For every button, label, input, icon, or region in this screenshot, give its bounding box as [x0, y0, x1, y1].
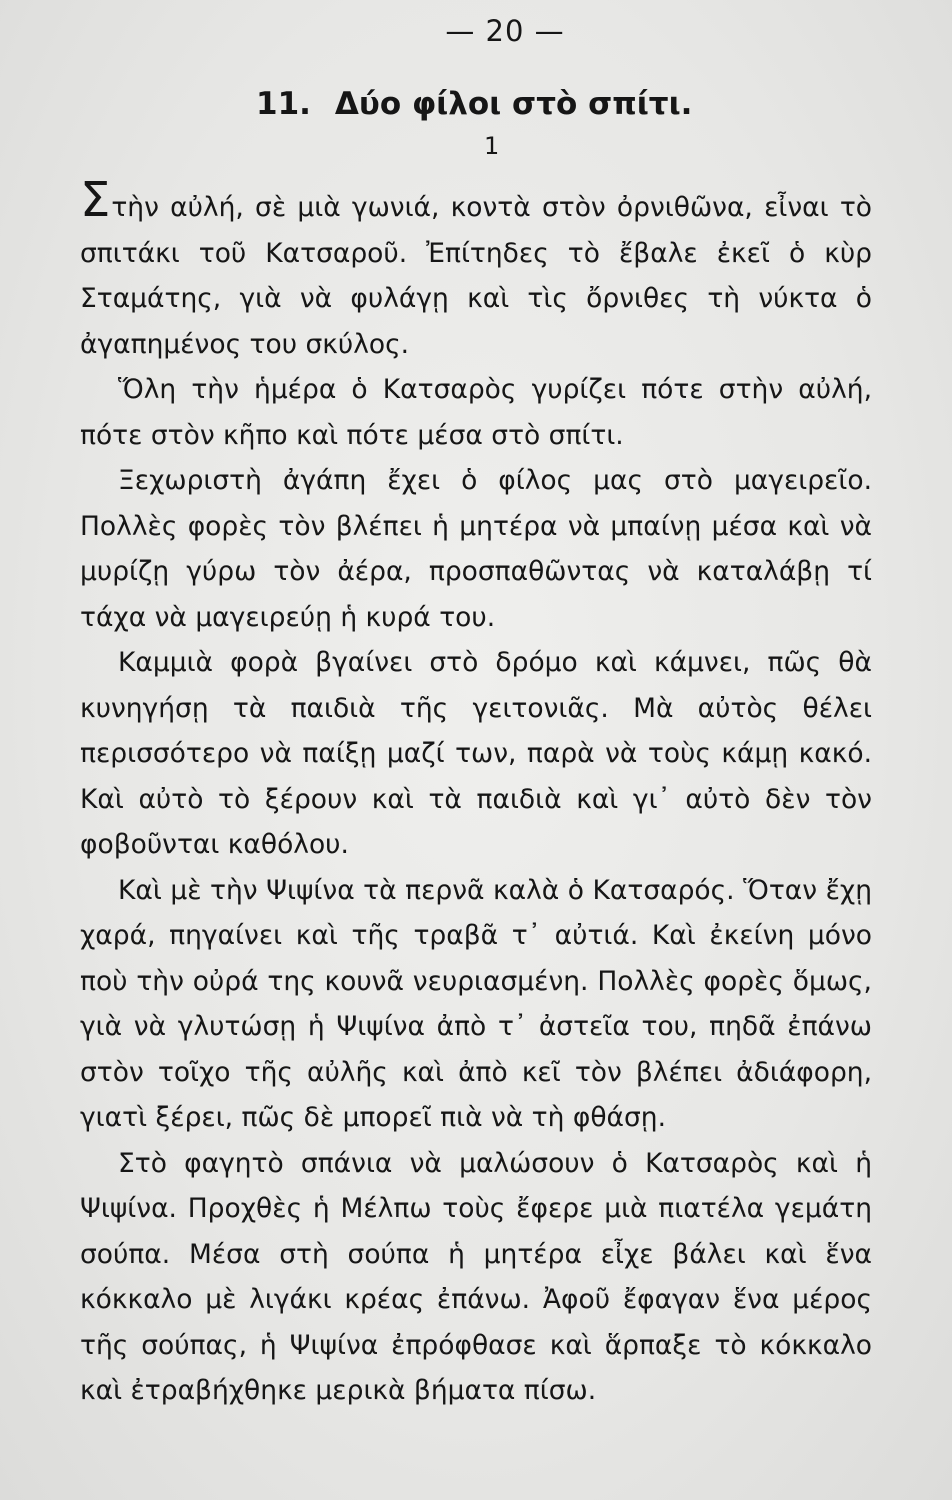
- drop-cap: Σ: [80, 172, 111, 228]
- section-number: 1: [484, 132, 500, 160]
- chapter-heading: [256, 86, 692, 122]
- page-number: — 20 —: [445, 14, 565, 48]
- paragraph-text: τὴν αὐλή, σὲ μιὰ γωνιά, κοντὰ στὸν ὀρνιθῶνα, εἶναι τὸ σπιτάκι τοῦ Κατσαροῦ. Ἐπίτηδες τὸ ἔβαλε ἐκεῖ ὁ κὺρ Σταμάτης, γιὰ νὰ φυλάγῃ καὶ τὶς ὄρνιθες τὴ νύκτα ὁ ἀγαπημένος του σκύλος.: [80, 192, 872, 360]
- paragraph: Στὸ φαγητὸ σπάνια νὰ μαλώσουν ὁ Κατσαρὸς καὶ ἡ Ψιψίνα. Προχθὲς ἡ Μέλπω τοὺς ἔφερε μιὰ πιατέλα γεμάτη σούπα. Μέσα στὴ σούπα ἡ μητέρα εἶχε βάλει καὶ ἕνα κόκκαλο μὲ λιγάκι κρέας ἐπάνω. Ἀφοῦ ἔφαγαν ἕνα μέρος τῆς σούπας, ἡ Ψιψίνα ἐπρόφθασε καὶ ἅρπαξε τὸ κόκκαλο καὶ ἐτραβήχθηκε μερικὰ βήματα πίσω.: [80, 1147, 872, 1406]
- paragraph: Ὅλη τὴν ἡμέρα ὁ Κατσαρὸς γυρίζει πότε στὴν αὐλή, πότε στὸν κῆπο καὶ πότε μέσα στὸ σπίτι.: [80, 374, 872, 451]
- paragraph: [80, 172, 872, 367]
- chapter-number: 11.: [256, 86, 311, 122]
- chapter-title: Δύο φίλοι στὸ σπίτι.: [334, 86, 693, 122]
- body-text: [80, 172, 872, 1414]
- paragraph: Ξεχωριστὴ ἀγάπη ἔχει ὁ φίλος μας στὸ μαγειρεῖο. Πολλὲς φορὲς τὸν βλέπει ἡ μητέρα νὰ μπαίνῃ μέσα καὶ νὰ μυρίζῃ γύρω τὸν ἀέρα, προσπαθῶντας νὰ καταλάβῃ τί τάχα νὰ μαγειρεύῃ ἡ κυρά του.: [80, 465, 872, 633]
- paragraph: Καὶ μὲ τὴν Ψιψίνα τὰ περνᾶ καλὰ ὁ Κατσαρός. Ὅταν ἔχῃ χαρά, πηγαίνει καὶ τῆς τραβᾶ τ᾽ αὐτιά. Καὶ ἐκείνη μόνο ποὺ τὴν οὐρά της κουνᾶ νευριασμένη. Πολλὲς φορὲς ὅμως, γιὰ νὰ γλυτώσῃ ἡ Ψιψίνα ἀπὸ τ᾽ ἀστεῖα του, πηδᾶ ἐπάνω στὸν τοῖχο τῆς αὐλῆς καὶ ἀπὸ κεῖ τὸν βλέπει ἀδιάφορη, γιατὶ ξέρει, πῶς δὲ μπορεῖ πιὰ νὰ τὴ φθάσῃ.: [80, 874, 872, 1133]
- paragraph: Καμμιὰ φορὰ βγαίνει στὸ δρόμο καὶ κάμνει, πῶς θὰ κυνηγήσῃ τὰ παιδιὰ τῆς γειτονιᾶς. Μὰ αὐτὸς θέλει περισσότερο νὰ παίξῃ μαζί των, παρὰ νὰ τοὺς κάμῃ κακό. Καὶ αὐτὸ τὸ ξέρουν καὶ τὰ παιδιὰ καὶ γι᾽ αὐτὸ δὲν τὸν φοβοῦνται καθόλου.: [80, 647, 872, 860]
